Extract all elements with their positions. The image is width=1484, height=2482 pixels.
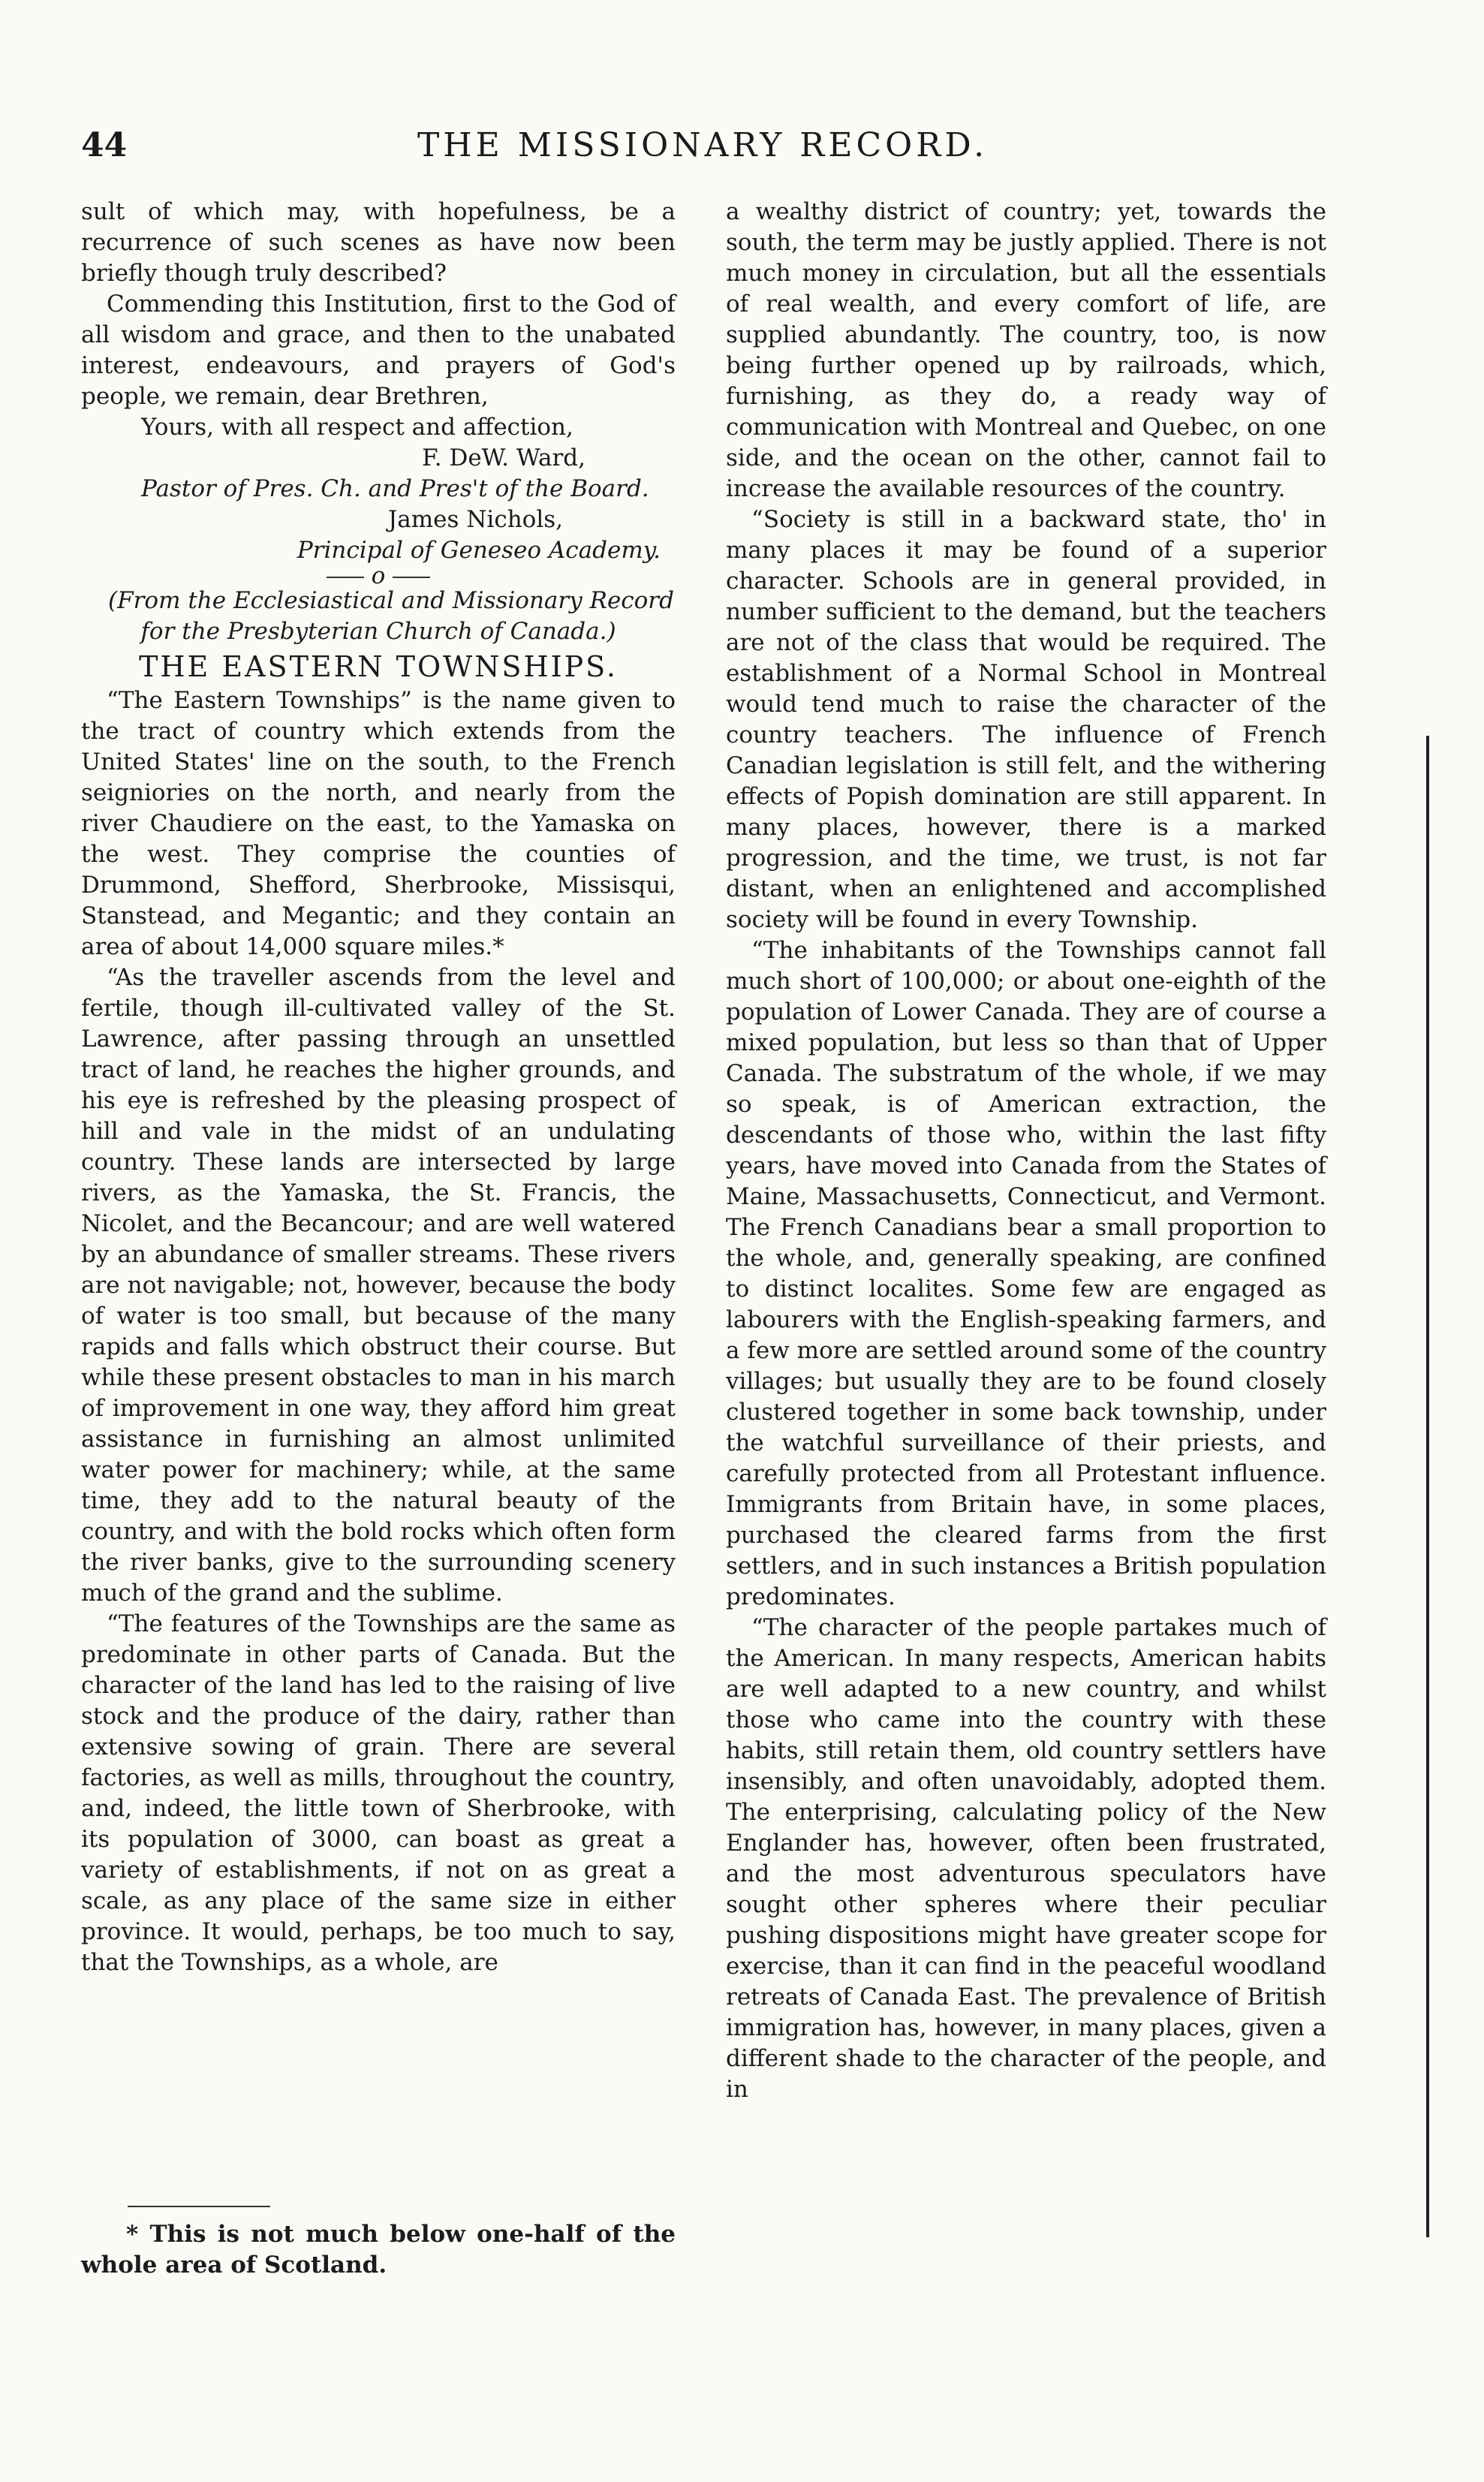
footnote-rule — [128, 2206, 270, 2207]
paragraph-6: “The character of the people partakes much of the American. In many respects, American habits are well adapted to a new country, and whilst those who came into the country with these habits, still retain them, old country settlers have insensibly, and often unavoidably, adopted them. The enterprising, calculating policy of the New Englander has, however, often been frustrated, and the most adventurous speculators have sought other spheres where their peculiar pushing dispositions might have greater scope for exercise, than it can find in the peaceful woodland retreats of Canada East. The prevalence of British immigration has, however, in many places, given a different shade to the character of the people, and in — [726, 1614, 1326, 2103]
paragraph-4: “Society is still in a backward state, tho' in many places it may be found of a superior character. Schools are in general provided, in number sufficient to the demand, but the teachers are not of the class that would be required. The establishment of a Normal School in Montreal would tend much to raise the character of the country teachers. The influence of French Canadian legislation is still felt, and the withering effects of Popish domination are still apparent. In many places, however, there is a marked progression, and the time, we trust, is not far distant, when an enlightened and accomplished society will be found in every Township. — [726, 506, 1326, 933]
left-column — [81, 197, 676, 1978]
signature-title-nichols: Principal of Geneseo Academy. — [296, 537, 661, 564]
signature-title-ward: Pastor of Pres. Ch. and Pres't of the Board. — [141, 475, 649, 502]
page-edge-mark — [1426, 736, 1429, 2237]
signature-name-nichols: James Nichols, — [387, 506, 563, 533]
footnote — [81, 2219, 676, 2281]
paragraph-3: “The features of the Townships are the same as predominate in other parts of Canada. But the character of the land has led to the raising of live stock and the produce of the dairy, rather than extensive sowing of grain. There are several factories, as well as mills, throughout the country, and, indeed, the little town of Sherbrooke, with its population of 3000, can boast as great a variety of establishments, if not on as great a scale, as any place of the same size in either province. It would, perhaps, be too much to say, that the Townships, as a whole, are — [81, 1610, 676, 1976]
page-header — [81, 126, 1324, 174]
divider-mark: o — [371, 562, 386, 589]
signature-closing: Yours, with all respect and affection, — [141, 414, 573, 441]
paragraph-5: “The inhabitants of the Townships cannot fall much short of 100,000; or about one-eighth of the population of Lower Canada. They are of course a mixed population, but less so than that of Upper Canada. The substratum of the whole, if we may so speak, is of American extraction, the descendants of those who, within the last fifty years, have moved into Canada from the States of Maine, Massachusetts, Connecticut, and Vermont. The French Canadians bear a small proportion to the whole, and, generally speaking, are confined to distinct localites. Some few are engaged as labourers with the English-speaking farmers, and a few more are settled around some of the country villages; but usually they are to be found closely clustered together in some back township, under the watchful surveillance of their priests, and carefully protected from all Protestant influence. Immigrants from Britain have, in some places, purchased the cleared farms from the first settlers, and in such instances a British population predominates. — [726, 937, 1326, 1610]
paragraph-1: “The Eastern Townships” is the name given to the tract of country which extends from the United States' line on the south, to the French seigniories on the north, and nearly from the river Chaudiere on the east, to the Yamaska on the west. They comprise the counties of Drummond, Shefford, Sherbrooke, Missisqui, Stanstead, and Megantic; and they contain an area of about 14,000 square miles.* — [81, 687, 676, 960]
signature-name-ward: F. DeW. Ward, — [422, 444, 585, 471]
signature-block — [81, 412, 676, 566]
article-title: THE EASTERN TOWNSHIPS. — [139, 650, 618, 683]
right-column — [726, 197, 1326, 2105]
paragraph-2: “As the traveller ascends from the level and fertile, though ill-cultivated valley of the St. Lawrence, after passing through an unsettled tract of land, he reaches the higher grounds, and his eye is refreshed by the pleasing prospect of hill and vale in the midst of an undulating country. These lands are intersected by large rivers, as the Yamaska, the St. Francis, the Nicolet, and the Becancour; and are well watered by an abundance of smaller streams. These rivers are not navigable; not, however, because the body of water is too small, but because of the many rapids and falls which obstruct their course. But while these present obstacles to man in his march of improvement in one way, they afford him great assistance in furnishing an almost unlimited water power for machinery; while, at the same time, they add to the natural beauty of the country, and with the bold rocks which often form the river banks, give to the surrounding scenery much of the grand and the sublime. — [81, 964, 676, 1607]
paragraph-continued-right: a wealthy district of country; yet, towards the south, the term may be justly applied. There is not much money in circulation, but all the essentials of real wealth, and every comfort of life, are supplied abundantly. The country, too, is now being further opened up by railroads, which, furnishing, as they do, a ready way of communication with Montreal and Quebec, on one side, and the ocean on the other, cannot fail to increase the available resources of the country. — [726, 198, 1326, 502]
paragraph-continued: sult of which may, with hopefulness, be a recurrence of such scenes as have now been briefly though truly described? — [81, 198, 676, 287]
running-title: THE MISSIONARY RECORD. — [417, 126, 989, 164]
footnote-text: * This is not much below one-half of the whole area of Scotland. — [81, 2221, 676, 2279]
source-note: (From the Ecclesiastical and Missionary Record for the Presbyterian Church of Canada.) — [108, 587, 674, 645]
page-number: 44 — [81, 126, 128, 164]
section-divider — [81, 562, 676, 589]
paragraph-commending: Commending this Institution, first to the God of all wisdom and grace, and then to the unabated interest, endeavours, and prayers of God's people, we remain, dear Brethren, — [81, 291, 676, 410]
